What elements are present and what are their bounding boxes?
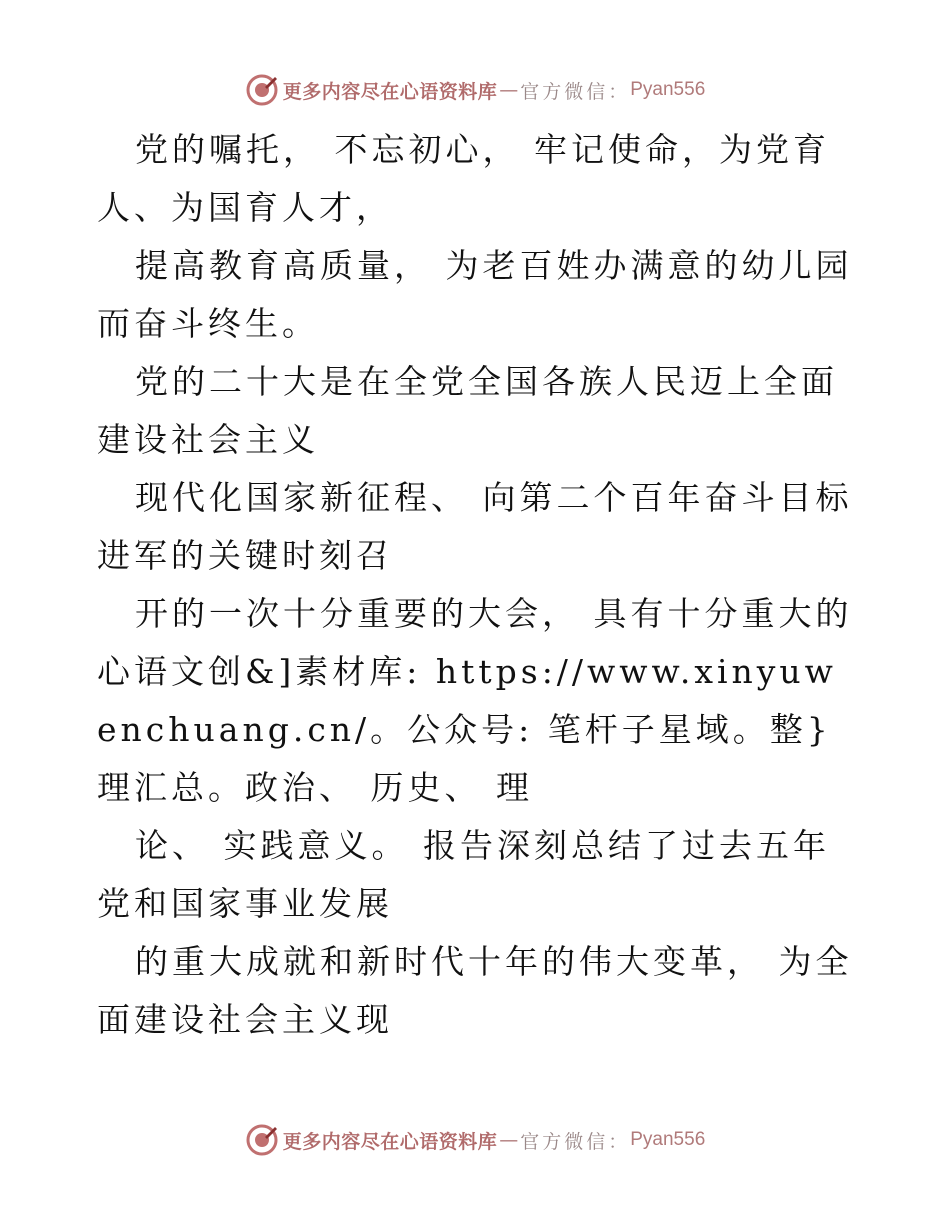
footer-brand-text: 更多内容尽在心语资料库 xyxy=(282,1130,498,1153)
header-brand-text: 更多内容尽在心语资料库 xyxy=(282,80,498,103)
header-banner xyxy=(0,70,950,110)
paragraph-5: 开的一次十分重要的大会， 具有十分重大的心语文创&]素材库: https://www.xinyuwenchuang.cn/。公众号: 笔杆子星域。整}理汇总。政治、 历史、 理 xyxy=(97,594,853,807)
paragraph-6: 论、 实践意义。 报告深刻总结了过去五年党和国家事业发展 xyxy=(97,826,830,923)
footer-wechat-label: 官方微信： xyxy=(520,1130,631,1153)
paragraph-3: 党的二十大是在全党全国各族人民迈上全面建设社会主义 xyxy=(97,362,838,459)
paragraph-1: 党的嘱托， 不忘初心， 牢记使命，为党育人、为国育人才， xyxy=(97,130,830,227)
document-body xyxy=(97,121,857,1049)
pen-logo-icon xyxy=(245,73,279,107)
footer-dash: — xyxy=(499,1129,519,1151)
footer-banner xyxy=(0,1120,950,1160)
header-wechat-id: Pyan556 xyxy=(630,79,706,100)
paragraph-2: 提高教育高质量， 为老百姓办满意的幼儿园而奋斗终生。 xyxy=(97,246,853,343)
pen-logo-icon xyxy=(245,1123,279,1157)
paragraph-7: 的重大成就和新时代十年的伟大变革， 为全面建设社会主义现 xyxy=(97,942,853,1039)
header-wechat-label: 官方微信： xyxy=(520,80,631,103)
header-dash: — xyxy=(499,79,519,101)
footer-wechat-id: Pyan556 xyxy=(630,1129,706,1150)
paragraph-4: 现代化国家新征程、 向第二个百年奋斗目标进军的关键时刻召 xyxy=(97,478,853,575)
